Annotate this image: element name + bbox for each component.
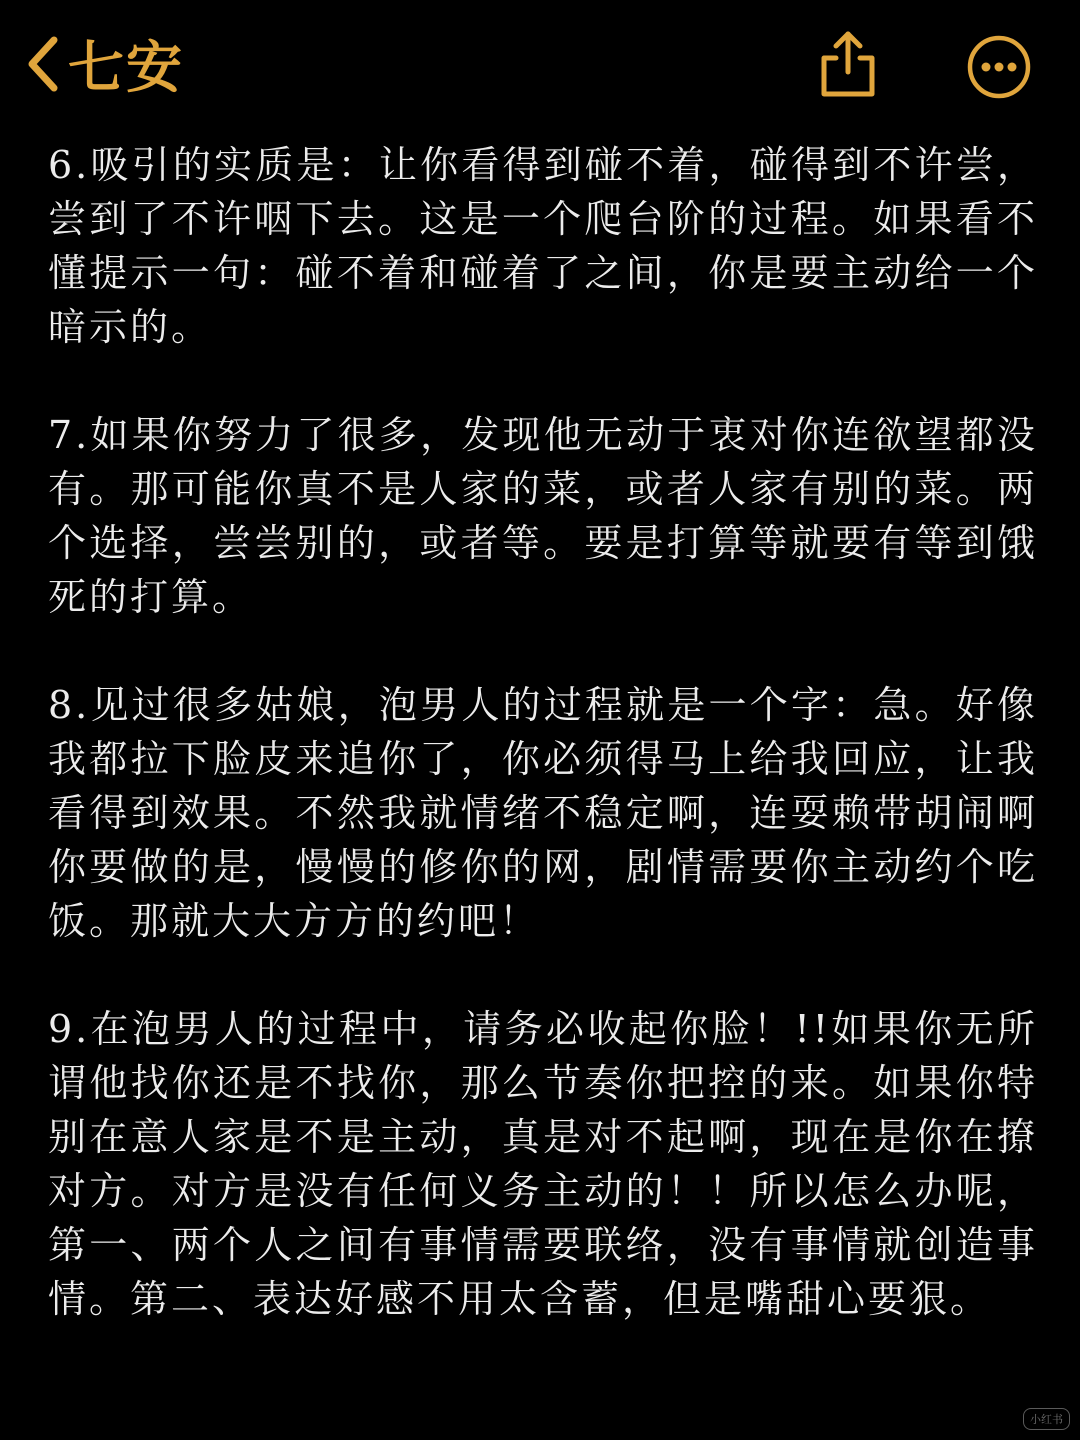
note-body[interactable] bbox=[48, 138, 1038, 1380]
note-paragraph-7: 7.如果你努力了很多，发现他无动于衷对你连欲望都没有。那可能你真不是人家的菜，或者人家有别的菜。两个选择，尝尝别的，或者等。要是打算等就要有等到饿死的打算。 bbox=[48, 413, 1038, 619]
nav-bar bbox=[0, 0, 1080, 130]
note-paragraph-8: 8.见过很多姑娘，泡男人的过程就是一个字：急。好像我都拉下脸皮来追你了，你必须得马上给我回应，让我看得到效果。不然我就情绪不稳定啊，连耍赖带胡闹啊你要做的是，慢慢的修你的网，剧情需要你主动约个吃饭。那就大大方方的约吧！ bbox=[48, 683, 1038, 943]
more-button[interactable] bbox=[966, 34, 1032, 100]
back-button[interactable] bbox=[24, 28, 184, 100]
watermark-logo: 小红书 bbox=[1023, 1408, 1070, 1430]
share-button[interactable] bbox=[816, 28, 880, 100]
share-icon bbox=[816, 28, 880, 100]
note-paragraph-6: 6.吸引的实质是：让你看得到碰不着，碰得到不许尝，尝到了不许咽下去。这是一个爬台阶的过程。如果看不懂提示一句：碰不着和碰着了之间，你是要主动给一个暗示的。 bbox=[48, 143, 1038, 349]
back-label: 七安 bbox=[68, 36, 184, 101]
chevron-left-icon bbox=[24, 34, 60, 94]
more-ellipsis-icon bbox=[966, 34, 1032, 100]
note-paragraph-9: 9.在泡男人的过程中，请务必收起你脸！!!如果你无所谓他找你还是不找你，那么节奏你把控的来。如果你特别在意人家是不是主动，真是对不起啊，现在是你在撩对方。对方是没有任何义务主动的！！所以怎么办呢，第一、两个人之间有事情需要联络，没有事情就创造事情。第二、表达好感不用太含蓄，但是嘴甜心要狠。 bbox=[48, 1007, 1038, 1321]
